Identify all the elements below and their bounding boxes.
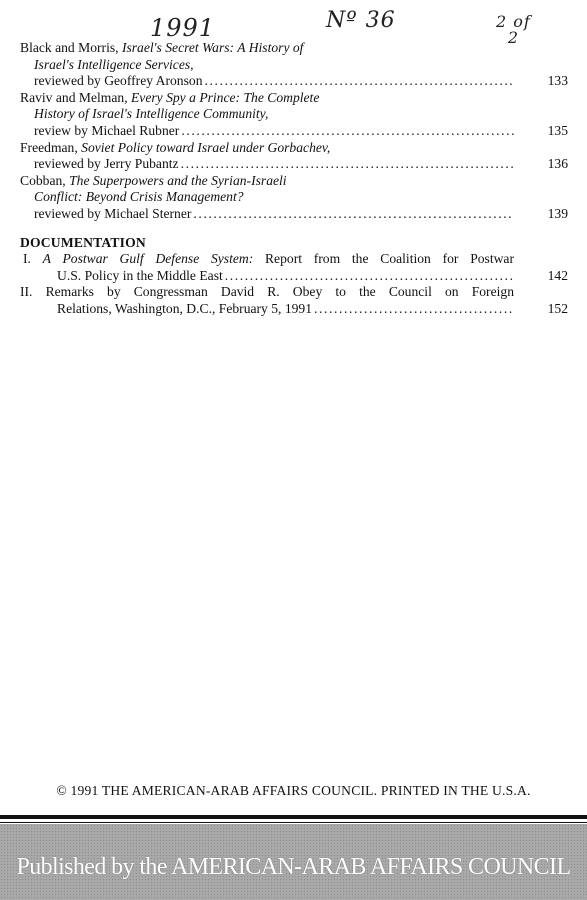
entry-author: Cobban,	[20, 172, 70, 188]
toc-line	[20, 189, 568, 206]
doc-numeral: II.	[20, 284, 46, 300]
toc-line	[20, 206, 568, 223]
dot-leader	[181, 156, 514, 173]
toc-line	[20, 40, 568, 57]
toc-line	[20, 73, 568, 90]
handwritten-year: 1991	[150, 14, 216, 42]
toc-line	[20, 90, 568, 107]
documentation-item-1	[20, 251, 568, 284]
table-of-contents	[20, 40, 568, 318]
entry-title: The Superpowers and the Syrian-Israeli	[69, 172, 287, 188]
doc-item-line	[20, 284, 514, 301]
entry-author-title	[20, 40, 303, 57]
dot-leader	[181, 123, 514, 140]
entry-author: Freedman,	[20, 139, 82, 155]
entry-author-title	[20, 90, 319, 107]
toc-entry-cobban	[20, 173, 568, 223]
entry-title-cont: History of Israel's Intelligence Community,	[34, 106, 269, 122]
entry-author: Raviv and Melman,	[20, 89, 131, 105]
entry-title: Israel's Secret Wars: A History of	[121, 40, 304, 55]
toc-line	[20, 301, 568, 318]
entry-page-number: 133	[547, 73, 568, 89]
documentation-heading: DOCUMENTATION	[20, 234, 146, 250]
doc-title: A Postwar Gulf Defense System:	[42, 251, 254, 267]
documentation-item-2	[20, 284, 568, 317]
entry-author-title	[20, 173, 287, 190]
footer-rule-thick	[0, 815, 587, 819]
doc-numeral: I.	[23, 251, 43, 267]
doc-title: Remarks by Congressman David R. Obey to the Council on Foreign	[45, 284, 514, 300]
dot-leader	[314, 301, 514, 318]
toc-line	[20, 284, 568, 301]
toc-entry-raviv-melman	[20, 90, 568, 140]
entry-reviewer: reviewed by Jerry Pubantz	[34, 156, 179, 172]
doc-item-line2: Relations, Washington, D.C., February 5, 1991	[57, 300, 313, 316]
entry-reviewer: review by Michael Rubner	[34, 122, 180, 138]
publisher-banner	[0, 824, 587, 900]
dot-leader	[205, 73, 515, 90]
entry-page-number: 152	[547, 300, 568, 316]
entry-page-number: 135	[547, 122, 568, 138]
entry-reviewer: reviewed by Michael Sterner	[34, 205, 192, 221]
entry-title: Every Spy a Prince: The Complete	[131, 89, 320, 105]
toc-line	[20, 106, 568, 123]
toc-entry-black-morris	[20, 40, 568, 90]
publisher-banner-text: Published by the AMERICAN-ARAB AFFAIRS COUNCIL	[16, 854, 571, 880]
handwritten-issue-number: Nº 36	[326, 8, 396, 33]
entry-title: Soviet Policy toward Israel under Gorbachev,	[81, 139, 331, 155]
entry-author-title	[20, 140, 330, 157]
doc-item-line2: U.S. Policy in the Middle East	[57, 267, 223, 283]
entry-title-cont: Conflict: Beyond Crisis Management?	[34, 189, 244, 205]
entry-page-number: 142	[547, 267, 568, 283]
dot-leader	[225, 268, 514, 285]
doc-item-line	[23, 251, 514, 268]
entry-title-cont: Israel's Intelligence Services,	[34, 56, 194, 72]
entry-page-number: 139	[547, 205, 568, 221]
copyright-notice: © 1991 THE AMERICAN-ARAB AFFAIRS COUNCIL. PRINTED IN THE U.S.A.	[56, 783, 531, 798]
toc-line	[20, 123, 568, 140]
footer-rule-thin	[0, 822, 587, 823]
toc-line	[20, 173, 568, 190]
toc-line	[20, 57, 568, 74]
entry-page-number: 136	[547, 156, 568, 172]
toc-line	[20, 251, 568, 268]
entry-author: Black and Morris,	[20, 40, 122, 55]
toc-line	[20, 268, 568, 285]
toc-entry-freedman	[20, 140, 568, 173]
handwritten-copy-note-bottom: 2	[507, 28, 519, 47]
handwritten-copy-note-top: 2 of	[496, 12, 531, 31]
dot-leader	[193, 206, 514, 223]
toc-line	[20, 140, 568, 157]
entry-reviewer: reviewed by Geoffrey Aronson	[34, 73, 203, 89]
doc-title-rest: Report from the Coalition for Postwar	[253, 251, 514, 267]
toc-line	[20, 156, 568, 173]
